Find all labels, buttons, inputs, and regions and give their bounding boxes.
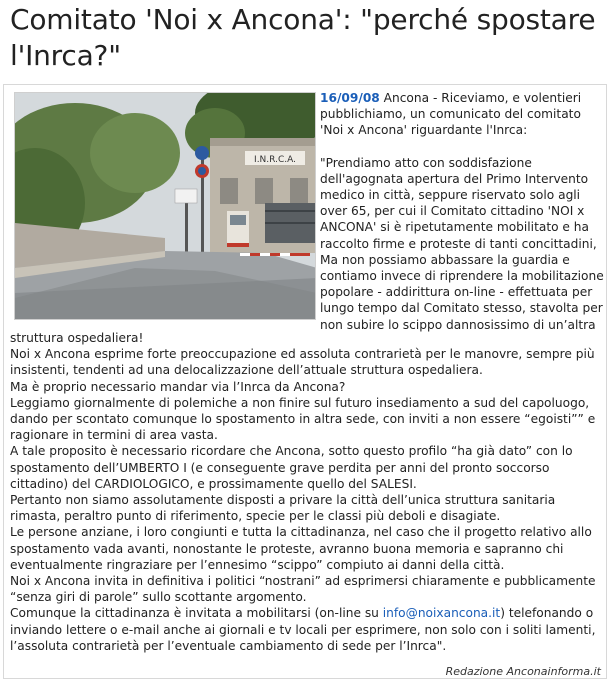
inrca-entrance-photo xyxy=(14,92,316,320)
article-title: Comitato 'Noi x Ancona': "perché spostare l'Inrca?" xyxy=(10,3,596,72)
body-paragraph: struttura ospedaliera! xyxy=(10,331,144,345)
closing-after: ) telefonando o inviando lettere o e-mail anche ai giornali e tv locali per esprimere, non solo con i soliti lamenti, l’assoluta contrarietà per l’eventuale cambiamento di sede per l’Inrca". xyxy=(10,606,596,653)
article-credit: Redazione Anconainforma.it xyxy=(445,665,601,678)
closing-before: Comunque la cittadinanza è invitata a mobilitarsi (on-line su xyxy=(10,606,383,621)
body-paragraph: Noi x Ancona esprime forte preoccupazione ed assoluta contrarietà per le manovre, sempre più insistenti, tendenti ad una delocalizzazione dell’attuale struttura ospedaliera. xyxy=(10,347,595,378)
photo-scene xyxy=(15,93,316,320)
intro-paragraph xyxy=(320,90,605,139)
intro-lead: Ancona - Riceviamo, e volentieri pubblichiamo, un comunicato del comitato 'Noi x Ancona' riguardante l'Inrca: xyxy=(320,91,582,138)
body-paragraph: Noi x Ancona invita in definitiva i politici “nostrani” ad esprimersi chiaramente e pubblicamente “senza giri di parole” sullo scottante argomento. xyxy=(10,574,596,605)
article-intro xyxy=(320,90,605,333)
body-paragraph: Leggiamo giornalmente di polemiche a non finire sul futuro insediamento a sud del capoluogo, dando per scontato comunque lo spostamento in altra sede, con inviti a non essere “egoisti”” e ragionare in termini di area vasta. xyxy=(10,395,596,443)
article-body xyxy=(10,330,605,654)
body-paragraph: A tale proposito è necessario ricordare che Ancona, sotto questo profilo “ha già dato” con lo spostamento dell’UMBERTO I (e conseguente grave perdita per anni del pronto soccorso cittadino) del CARDIOLOGICO, e prossimamente quello del SALESI. xyxy=(10,444,573,491)
closing-paragraph xyxy=(10,605,605,654)
quote-intro: "Prendiamo atto con soddisfazione dell'agognata apertura del Primo Intervento medico in città, seppure riservato solo agli over 65, per cui il Comitato cittadino 'NOI x ANCONA' si è ripetutamente mobilitato e ha raccolto firme e proteste di tanti concittadini, Ma non possiamo abbassare la guardia e contiamo invece di riprendere la mobilitazione popolare - addirittura on-line - effettuata per lungo tempo dal Comitato stesso, stavolta per non subire lo scippo dannosissimo di un’altra xyxy=(320,155,604,332)
inrca-sign-text: I.N.R.C.A. xyxy=(254,155,296,165)
body-paragraph: Le persone anziane, i loro congiunti e tutta la cittadinanza, nel caso che il progetto relativo allo spostamento vada avanti, nonostante le proteste, avranno buona memoria e sapranno chi eventualmente ringraziare per l’ennesimo “scippo” compiuto ai danni della città. xyxy=(10,525,592,572)
email-link[interactable]: info@noixancona.it xyxy=(382,606,501,621)
body-paragraph: Ma è proprio necessario mandar via l’Inrca da Ancona? xyxy=(10,379,346,394)
article-date: 16/09/08 xyxy=(320,91,380,105)
body-paragraph: Pertanto non siamo assolutamente disposti a privare la città dell’unica struttura sanitaria rimasta, peraltro punto di riferimento, specie per le classi più deboli e disagiate. xyxy=(10,493,556,524)
